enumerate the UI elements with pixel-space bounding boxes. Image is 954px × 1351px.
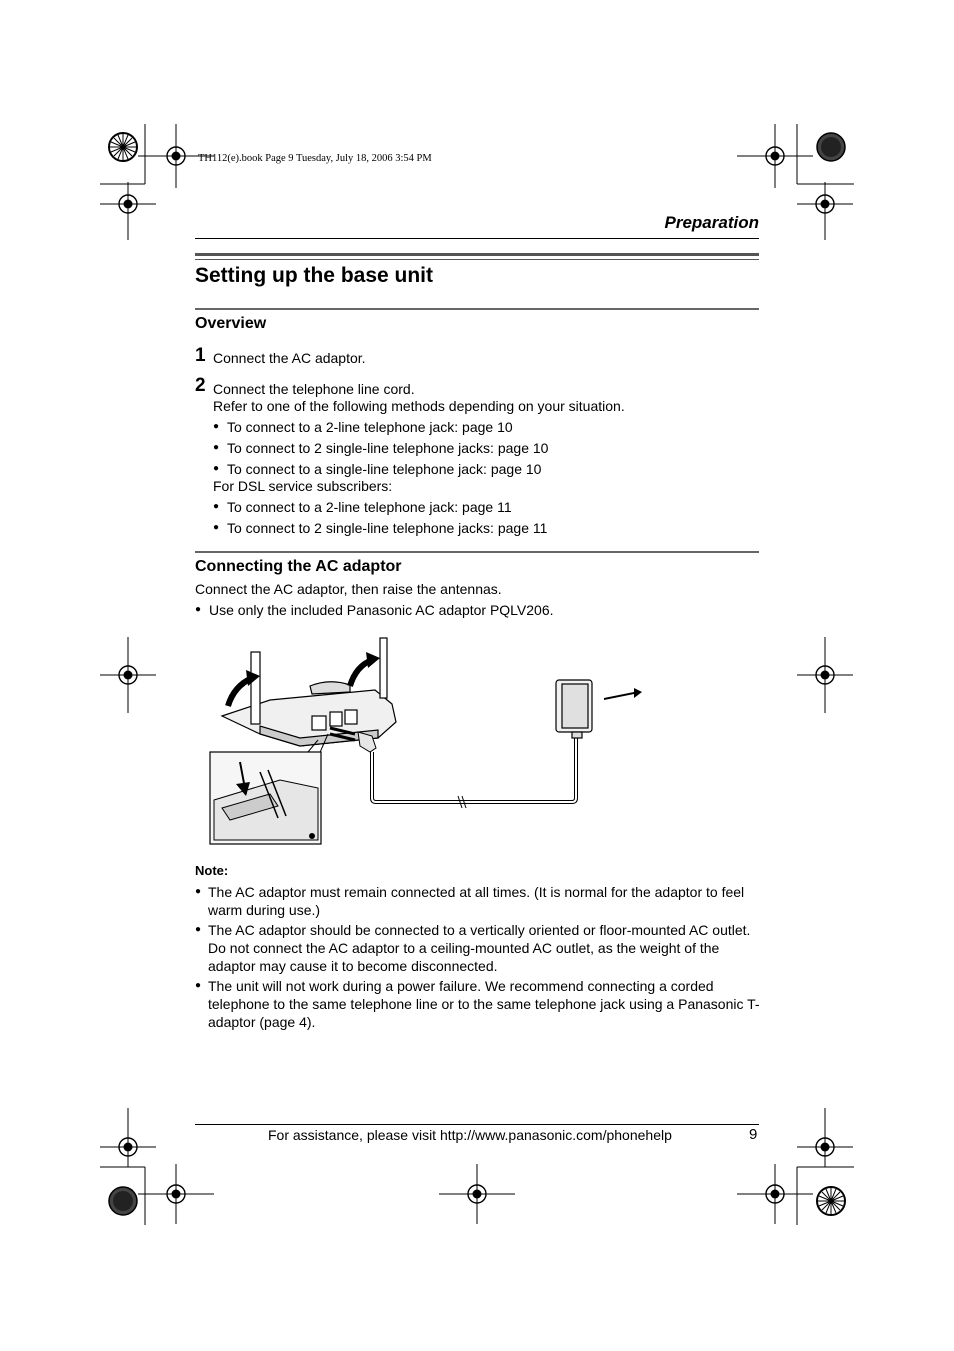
ac-adaptor-intro: Connect the AC adaptor, then raise the antennas. (195, 581, 502, 597)
method-item (213, 418, 513, 436)
print-info: TH112(e).book Page 9 Tuesday, July 18, 2006 3:54 PM (198, 153, 432, 164)
method-item (213, 498, 512, 516)
step-text: Connect the AC adaptor. (213, 350, 366, 366)
crosshair-registration-icon (797, 182, 853, 240)
ac-adaptor-bullet-text: Use only the included Panasonic AC adaptor PQLV206. (209, 602, 554, 618)
footer-assistance: For assistance, please visit http://www.panasonic.com/phonehelp (268, 1127, 672, 1143)
page-title: Setting up the base unit (195, 264, 434, 287)
starburst-mark-icon (109, 133, 137, 161)
note-label: Note: (195, 863, 229, 878)
method-text: To connect to a single-line telephone jack: page 10 (227, 461, 542, 477)
method-item (213, 460, 541, 478)
ac-adaptor-bullet (195, 601, 554, 619)
note-text: The unit will not work during a power failure. We recommend connecting a corded telephone to the same telephone line or to the same telephone jack using a Panasonic T-adaptor (page 4). (208, 978, 760, 1030)
crosshair-registration-icon (138, 1164, 214, 1224)
crosshair-registration-icon (737, 1164, 813, 1224)
method-text: To connect to 2 single-line telephone jacks: page 10 (227, 440, 549, 456)
dense-circle-mark-icon (109, 1187, 137, 1215)
step-text: Refer to one of the following methods depending on your situation. (213, 398, 625, 414)
inset-detail-drawing (210, 752, 321, 844)
step-number: 1 (195, 345, 206, 366)
title-rule-bottom (195, 259, 759, 260)
note-item (195, 977, 761, 1031)
method-text: To connect to a 2-line telephone jack: page 10 (227, 419, 513, 435)
bullet-icon: ● (213, 501, 220, 512)
ac-adaptor-rule (195, 551, 759, 553)
title-rule-top (195, 253, 759, 256)
bullet-icon: ● (195, 604, 202, 615)
starburst-mark-icon (817, 1187, 845, 1215)
dense-circle-mark-icon (817, 133, 845, 161)
bullet-icon: ● (213, 442, 220, 453)
note-text: The AC adaptor should be connected to a vertically oriented or floor-mounted AC outlet. Do not connect the AC adaptor to a ceiling-mounted AC outlet, as the weight of the adaptor may cause it to become disconnected. (208, 922, 751, 974)
section-label: Preparation (664, 213, 759, 232)
header-rule (195, 238, 759, 239)
step-text: Connect the telephone line cord. (213, 381, 415, 397)
method-text: To connect to a 2-line telephone jack: page 11 (227, 499, 512, 515)
footer-rule (195, 1124, 759, 1125)
bullet-icon: ● (213, 463, 220, 474)
note-text: The AC adaptor must remain connected at all times. (It is normal for the adaptor to feel warm during use.) (208, 884, 745, 918)
bullet-icon: ● (213, 421, 220, 432)
bullet-icon: ● (195, 980, 202, 991)
crosshair-registration-icon (797, 1109, 853, 1167)
page-number: 9 (749, 1126, 758, 1143)
crosshair-registration-icon (100, 182, 156, 240)
base-unit-illustration (200, 630, 660, 850)
raise-antenna-arrow-icon (350, 652, 380, 686)
note-item (195, 921, 761, 975)
step-number: 2 (195, 375, 206, 396)
note-item (195, 883, 761, 919)
method-item (213, 439, 548, 457)
method-item (213, 519, 547, 537)
note-list (195, 883, 761, 1033)
crosshair-registration-icon (439, 1164, 515, 1224)
bullet-icon: ● (195, 924, 202, 935)
crosshair-registration-icon (737, 124, 813, 188)
ac-adaptor-heading: Connecting the AC adaptor (195, 558, 402, 575)
ac-adaptor-drawing (556, 680, 592, 738)
crosshair-registration-icon (100, 1109, 156, 1167)
crosshair-registration-icon (100, 637, 156, 713)
bullet-icon: ● (195, 886, 202, 897)
overview-rule (195, 308, 759, 310)
bullet-icon: ● (213, 522, 220, 533)
plug-in-arrow-icon (604, 688, 642, 700)
dsl-label: For DSL service subscribers: (213, 478, 393, 494)
crosshair-registration-icon (797, 637, 853, 713)
overview-heading: Overview (195, 315, 267, 332)
method-text: To connect to 2 single-line telephone jacks: page 11 (227, 520, 548, 536)
